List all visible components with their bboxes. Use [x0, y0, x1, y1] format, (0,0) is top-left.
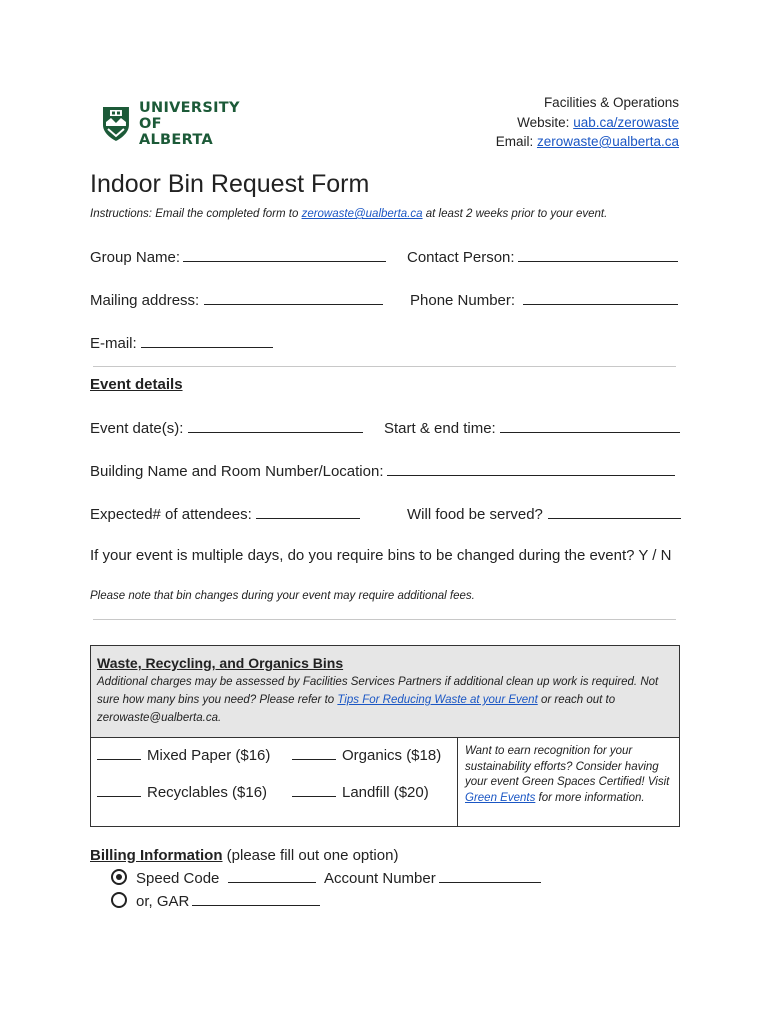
start-end-time-input[interactable]	[500, 418, 680, 433]
mailing-address-input[interactable]	[204, 290, 383, 305]
landfill-input[interactable]	[292, 782, 336, 797]
mailing-address-field	[90, 290, 383, 309]
event-dates-input[interactable]	[188, 418, 363, 433]
recognition-note	[465, 744, 675, 807]
phone-number-input[interactable]	[523, 290, 678, 305]
email-line	[496, 132, 679, 152]
start-end-time-label: Start & end time:	[384, 420, 496, 437]
organics-label: Organics ($18)	[342, 747, 442, 764]
attendees-label: Expected# of attendees:	[90, 506, 252, 523]
account-number-field	[324, 868, 541, 887]
gar-radio[interactable]	[111, 892, 127, 908]
gar-label: or, GAR	[136, 893, 190, 910]
gar-input[interactable]	[192, 891, 320, 906]
website-link[interactable]: uab.ca/zerowaste	[573, 114, 679, 130]
speed-code-radio[interactable]	[111, 869, 127, 885]
start-end-time-field	[384, 418, 680, 437]
billing-heading-line	[90, 847, 398, 864]
email-field	[90, 333, 273, 352]
organics-input[interactable]	[292, 745, 336, 760]
billing-heading: Billing Information	[90, 847, 223, 864]
bins-note-text: Additional charges may be assessed by Facilities Services Partners if additional clean up work is required. Not sure how many bins you need? Please refer to	[97, 676, 659, 706]
mixed-paper-item	[97, 745, 270, 764]
landfill-item	[292, 782, 429, 801]
bins-header	[91, 646, 679, 738]
form-title: Indoor Bin Request Form	[90, 170, 370, 198]
bins-column-divider	[457, 738, 458, 827]
speed-code-input[interactable]	[228, 868, 316, 883]
speed-code-label: Speed Code	[136, 870, 220, 887]
food-served-field	[407, 504, 681, 523]
instructions-text: Instructions: Email the completed form to	[90, 208, 302, 220]
billing-subheading: (please fill out one option)	[222, 847, 399, 864]
green-events-link[interactable]: Green Events	[465, 792, 536, 805]
contact-block	[496, 93, 679, 152]
email-label: Email:	[495, 134, 537, 149]
radio-selected-dot	[116, 874, 122, 880]
logo-line-1: UNIVERSITY	[138, 100, 240, 116]
website-label: Website:	[517, 114, 574, 130]
form-instructions	[90, 208, 607, 220]
event-details-heading: Event details	[90, 376, 183, 393]
group-name-label: Group Name:	[90, 249, 181, 266]
recognition-text-end: for more information.	[535, 792, 645, 805]
instructions-text-end: at least 2 weeks prior to your event.	[422, 208, 608, 220]
department-name: Facilities & Operations	[543, 95, 679, 110]
phone-number-field	[410, 290, 678, 309]
gar-field	[136, 891, 320, 910]
divider	[93, 366, 676, 367]
recyclables-item	[97, 782, 267, 801]
logo-line-2: OF ALBERTA	[138, 116, 213, 148]
group-name-input[interactable]	[183, 247, 386, 262]
attendees-input[interactable]	[256, 504, 360, 519]
website-line	[496, 113, 679, 133]
university-logo	[101, 100, 241, 148]
phone-number-label: Phone Number:	[410, 292, 516, 309]
email-link[interactable]: zerowaste@ualberta.ca	[536, 134, 679, 149]
account-number-label: Account Number	[324, 870, 436, 887]
mailing-address-label: Mailing address:	[90, 292, 200, 309]
bin-change-note: Please note that bin changes during your event may require additional fees.	[90, 590, 475, 602]
logo-wordmark	[139, 100, 241, 148]
organics-item	[292, 745, 441, 764]
food-served-label: Will food be served?	[407, 506, 543, 523]
recyclables-input[interactable]	[97, 782, 141, 797]
mixed-paper-input[interactable]	[97, 745, 141, 760]
multiday-question: If your event is multiple days, do you require bins to be changed during the event? Y / N	[90, 547, 672, 564]
contact-person-label: Contact Person:	[407, 249, 515, 266]
attendees-field	[90, 504, 360, 523]
bins-note	[97, 673, 673, 727]
event-dates-field	[90, 418, 363, 437]
email-field-label: E-mail:	[90, 335, 137, 352]
bins-section	[90, 645, 680, 827]
divider	[93, 619, 676, 620]
group-name-field	[90, 247, 386, 266]
bins-note-text-end: or reach out to zerowaste@ualberta.ca.	[97, 694, 616, 724]
location-field	[90, 461, 675, 480]
food-served-input[interactable]	[548, 504, 681, 519]
mixed-paper-label: Mixed Paper ($16)	[147, 747, 271, 764]
contact-person-input[interactable]	[518, 247, 678, 262]
email-input[interactable]	[141, 333, 273, 348]
location-input[interactable]	[387, 461, 675, 476]
instructions-email-link[interactable]: zerowaste@ualberta.ca	[301, 208, 423, 220]
crest-icon	[101, 105, 131, 143]
recognition-text: Want to earn recognition for your sustainability efforts? Consider having your event Green Spaces Certified! Visit	[465, 745, 670, 789]
speed-code-field	[136, 868, 316, 887]
recyclables-label: Recyclables ($16)	[147, 784, 268, 801]
account-number-input[interactable]	[439, 868, 541, 883]
location-label: Building Name and Room Number/Location:	[90, 463, 384, 480]
tips-reducing-waste-link[interactable]: Tips For Reducing Waste at your Event	[337, 694, 538, 706]
bins-heading: Waste, Recycling, and Organics Bins	[97, 655, 344, 671]
event-dates-label: Event date(s):	[90, 420, 184, 437]
landfill-label: Landfill ($20)	[342, 784, 429, 801]
contact-person-field	[407, 247, 678, 266]
